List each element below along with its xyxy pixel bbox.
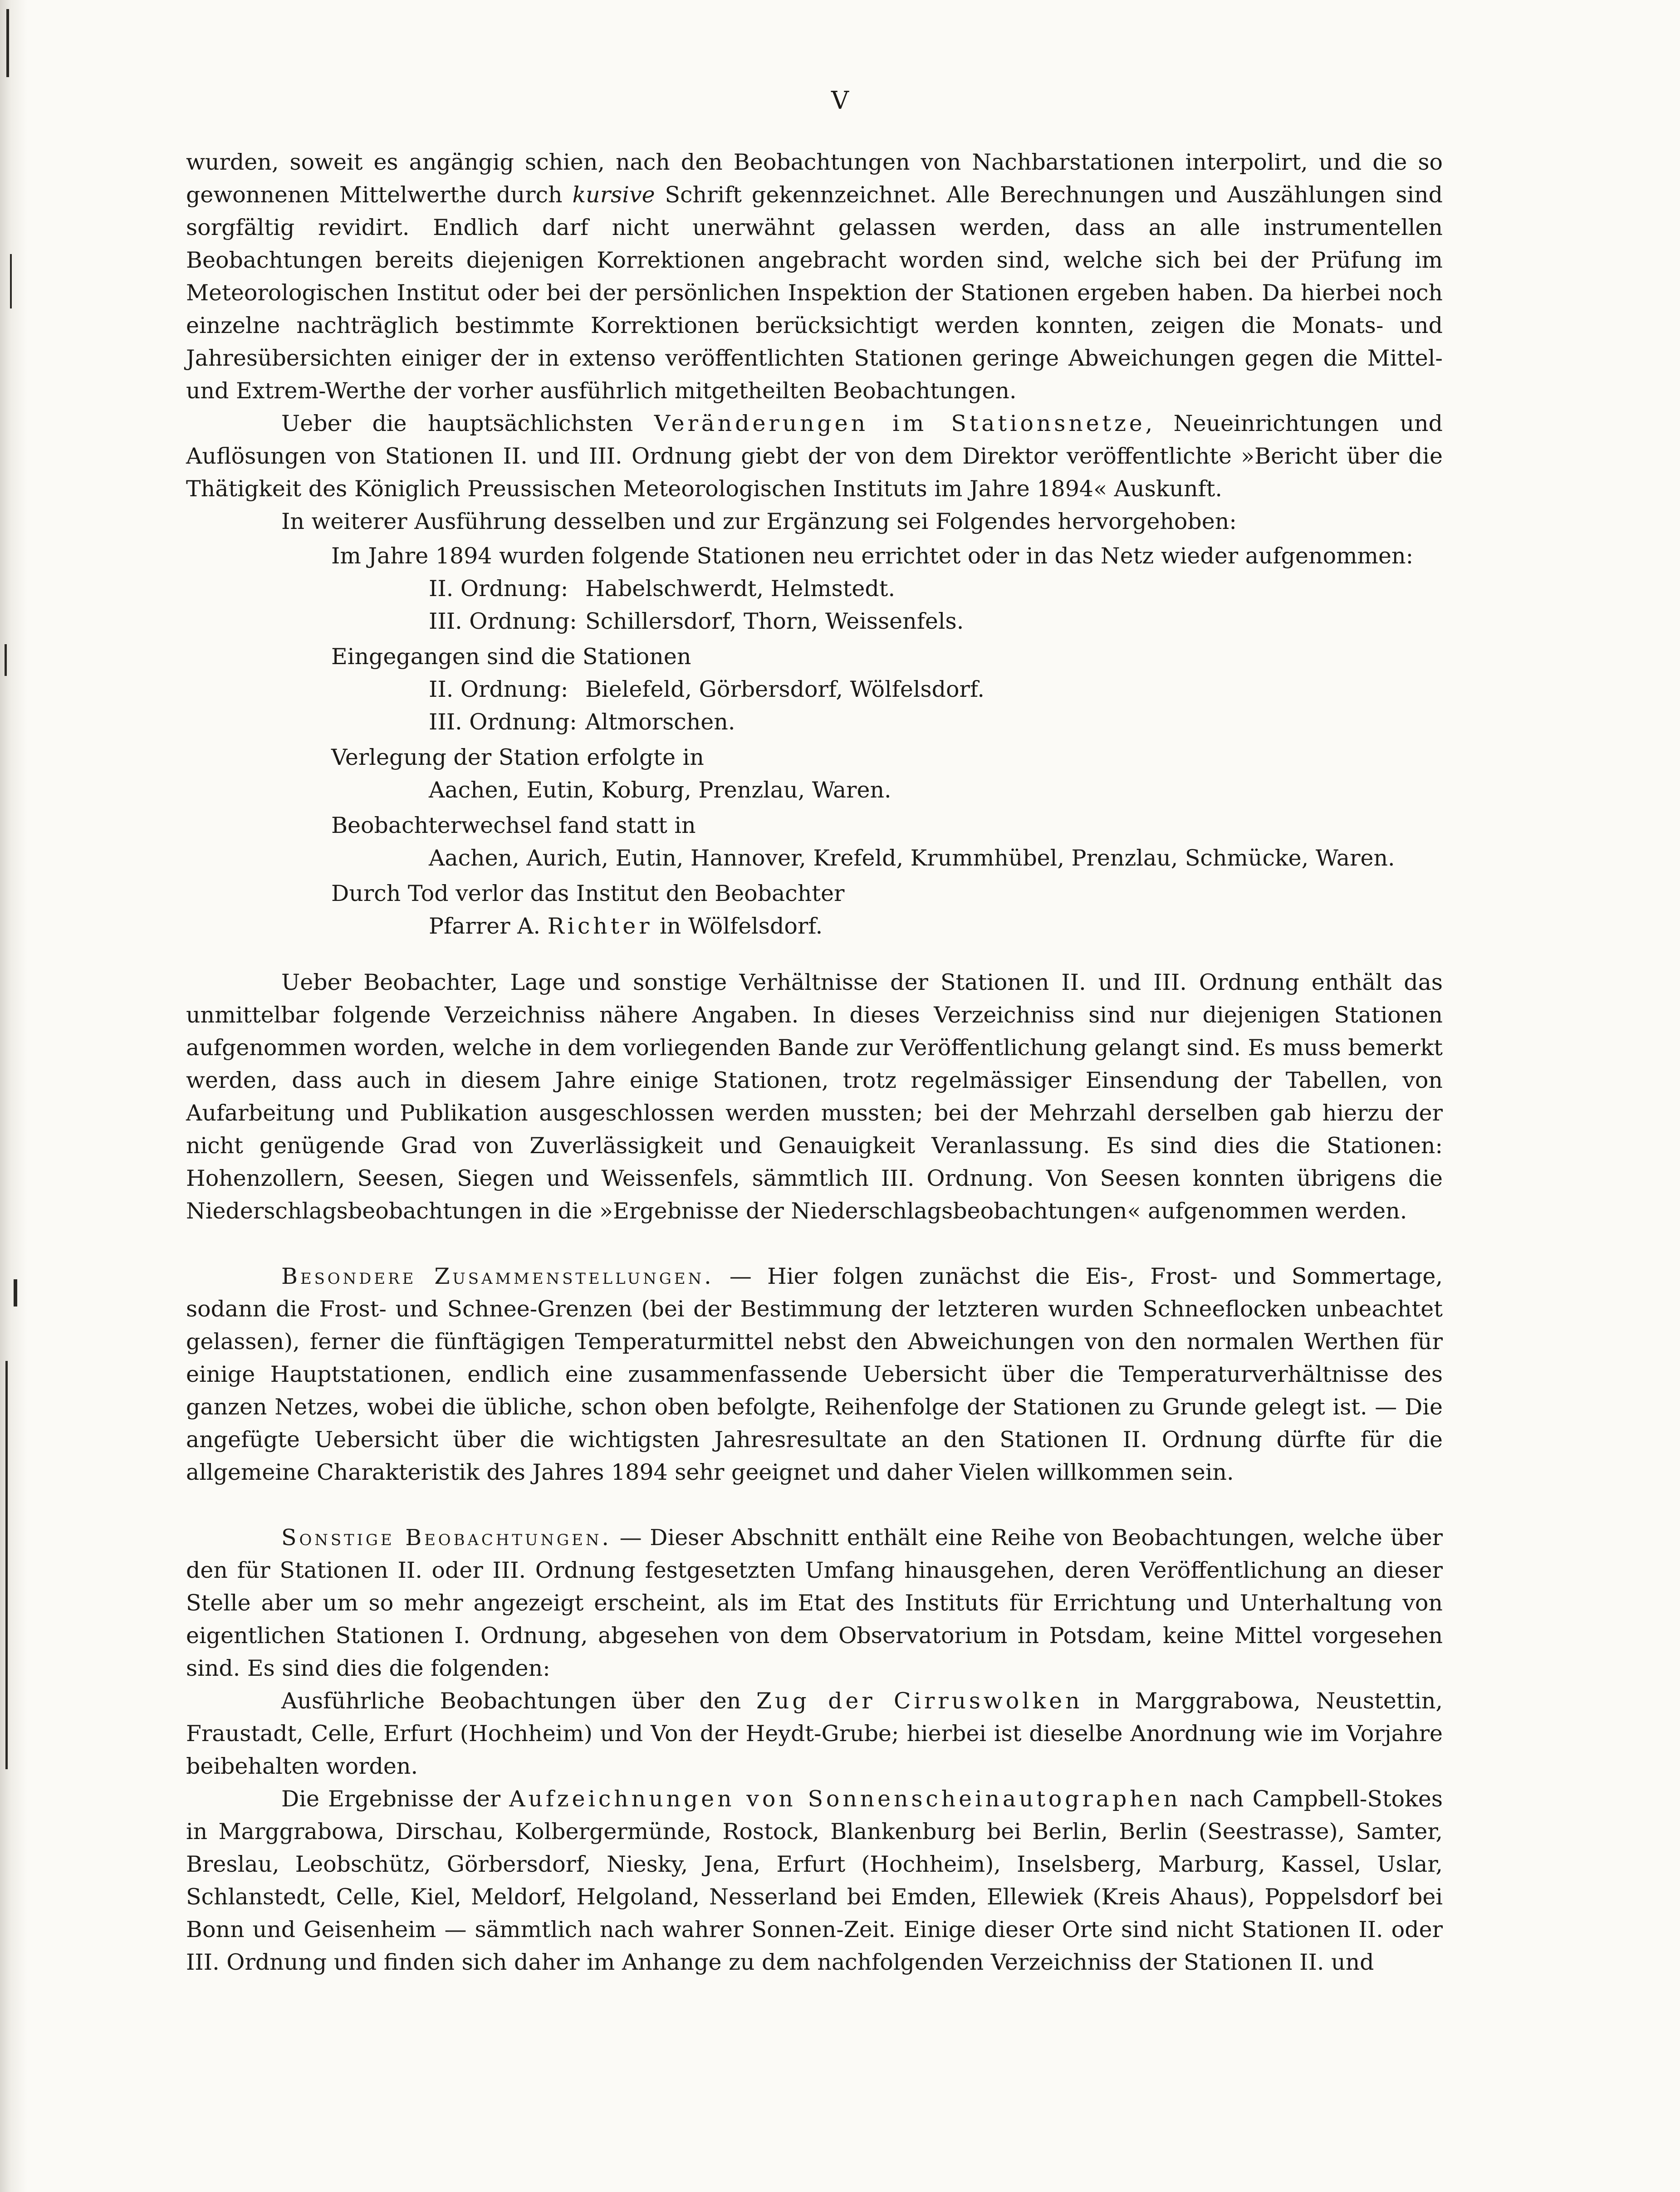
closed-stations-heading: Eingegangen sind die Stationen [331, 644, 691, 670]
relocation-heading: Verlegung der Station erfolgte in [331, 744, 704, 770]
paragraph-other-observations: Sonstige Beobachtungen. — Dieser Abschnitt enthält eine Reihe von Beobachtungen, welche über den für Stationen II. oder III. Ordnung festgesetzten Umfang hinausgehen, deren Veröffentlichung an dieser Stelle aber um so mehr angezeigt erscheint, als im Etat des Instituts für Errichtung und Unterhaltung von eigentlichen Stationen I. Ordnung, abgesehen von dem Observatorium in Potsdam, keine Mittel vorgesehen sind. Es sind dies die folgenden: [186, 1525, 1443, 1681]
body-text [186, 146, 1443, 1979]
observer-name: Richter [547, 913, 653, 939]
death-heading: Durch Tod verlor das Institut den Beobachter [331, 881, 845, 906]
section-heading-special: Besondere Zusammenstellungen. [281, 1263, 714, 1289]
paragraph-station-changes: Ueber die hauptsächlichsten Veränderungen im Stationsnetze, Neueinrichtungen und Auflösungen von Stationen II. und III. Ordnung giebt der von dem Direktor veröffentlichte »Bericht über die Thätigkeit des Königlich Preussischen Meteorologischen Instituts im Jahre 1894« Auskunft. [186, 411, 1443, 502]
relocation-list: Aachen, Eutin, Koburg, Prenzlau, Waren. [429, 777, 891, 803]
paragraph-sunshine: Die Ergebnisse der Aufzeichnungen von Sonnenscheinautographen nach Campbell-Stokes in Marggrabowa, Dirschau, Kolbergermünde, Rostock, Blankenburg bei Berlin, Berlin (Seestrasse), Samter, Breslau, Leobschütz, Görbersdorf, Niesky, Jena, Erfurt (Hochheim), Inselsberg, Marburg, Kassel, Uslar, Schlanstedt, Celle, Kiel, Meldorf, Helgoland, Nesserland bei Emden, Ellewiek (Kreis Ahaus), Poppelsdorf bei Bonn und Geisenheim — sämmtlich nach wahrer Sonnen-Zeit. Einige dieser Orte sind nicht Stationen II. oder III. Ordnung und finden sich daher im Anhange zu dem nachfolgenden Verzeichniss der Stationen II. und [186, 1786, 1443, 1975]
closed-stations-ii: II. Ordnung: Bielefeld, Görbersdorf, Wölfelsdorf. [429, 676, 984, 702]
observer-change-heading: Beobachterwechsel fand statt in [331, 812, 696, 838]
new-stations-iii: III. Ordnung: Schillersdorf, Thorn, Weissenfels. [429, 608, 964, 634]
death-observer: Pfarrer A. Richter in Wölfelsdorf. [429, 913, 823, 939]
station-changes-list [331, 540, 1443, 943]
scan-edge-mark [5, 644, 7, 676]
section-heading-other: Sonstige Beobachtungen. [281, 1525, 612, 1551]
scan-edge-mark [6, 9, 9, 77]
paragraph-special-compilations: Besondere Zusammenstellungen. — Hier folgen zunächst die Eis-, Frost- und Sommertage, sodann die Frost- und Schnee-Grenzen (bei der Bestimmung der letzteren wurden Schneeflocken unbeachtet gelassen), ferner die fünftägigen Temperaturmittel nebst den Abweichungen von den normalen Werthen für einige Hauptstationen, endlich eine zusammenfassende Uebersicht über die Temperaturverhältnisse des ganzen Netzes, wobei die übliche, schon oben befolgte, Reihenfolge der Stationen zu Grunde gelegt ist. — Die angefügte Uebersicht über die wichtigsten Jahresresultate an den Stationen II. Ordnung dürfte für die allgemeine Charakteristik des Jahres 1894 sehr geeignet und daher Vielen willkommen sein. [186, 1263, 1443, 1485]
scan-edge-mark [5, 1361, 8, 1769]
paragraph-interpolation: wurden, soweit es angängig schien, nach den Beobachtungen von Nachbarstationen interpolirt, und die so gewonnenen Mittelwerthe durch kursive Schrift gekennzeichnet. Alle Berechnungen und Auszählungen sind sorgfältig revidirt. Endlich darf nicht unerwähnt gelassen werden, dass an alle instrumentellen Beobachtungen bereits diejenigen Korrektionen angebracht worden sind, welche sich bei der Prüfung im Meteorologischen Institut oder bei der persönlichen Inspektion der Stationen ergeben haben. Da hierbei noch einzelne nachträglich bestimmte Korrektionen berücksichtigt werden konnten, zeigen die Monats- und Jahresübersichten einiger der in extenso veröffentlichten Stationen geringe Abweichungen gegen die Mittel- und Extrem-Werthe der vorher ausführlich mitgetheilten Beobachtungen. [186, 149, 1443, 404]
paragraph-cirrus: Ausführliche Beobachtungen über den Zug der Cirruswolken in Marggrabowa, Neustettin, Fraustadt, Celle, Erfurt (Hochheim) und Von der Heydt-Grube; hierbei ist dieselbe Anordnung wie im Vorjahre beibehalten worden. [186, 1688, 1443, 1779]
paragraph-supplement: In weiterer Ausführung desselben und zur Ergänzung sei Folgendes hervorgehoben: [281, 509, 1237, 534]
spaced-phrase: Zug der Cirruswolken [756, 1688, 1083, 1714]
scan-edge-mark [10, 254, 12, 308]
page-number: V [831, 86, 849, 115]
paragraph-observers: Ueber Beobachter, Lage und sonstige Verhältnisse der Stationen II. und III. Ordnung enthält das unmittelbar folgende Verzeichniss nähere Angaben. In dieses Verzeichniss sind nur diejenigen Stationen aufgenommen worden, welche in dem vorliegenden Bande zur Veröffentlichung gelangt sind. Es muss bemerkt werden, dass auch in diesem Jahre einige Stationen, trotz regelmässiger Einsendung der Tabellen, von Aufarbeitung und Publikation ausgeschlossen werden mussten; bei der Mehrzahl derselben gab hierzu der nicht genügende Grad von Zuverlässigkeit und Genauigkeit Veranlassung. Es sind dies die Stationen: Hohenzollern, Seesen, Siegen und Weissenfels, sämmtlich III. Ordnung. Von Seesen konnten übrigens die Niederschlagsbeobachtungen in die »Ergebnisse der Niederschlagsbeobachtungen« aufgenommen werden. [186, 969, 1443, 1224]
italic-word: kursive [572, 182, 655, 208]
spaced-phrase: Aufzeichnungen von Sonnenscheinautographen [509, 1786, 1181, 1812]
scan-edge-mark [14, 1279, 17, 1306]
spaced-phrase: Veränderungen im Stationsnetze [654, 411, 1146, 436]
new-stations-heading: Im Jahre 1894 wurden folgende Stationen neu errichtet oder in das Netz wieder aufgenommen: [331, 543, 1414, 569]
new-stations-ii: II. Ordnung: Habelschwerdt, Helmstedt. [429, 576, 896, 602]
scan-edge-shadow [0, 0, 27, 2192]
closed-stations-iii: III. Ordnung: Altmorschen. [429, 709, 735, 735]
observer-change-list: Aachen, Aurich, Eutin, Hannover, Krefeld, Krummhübel, Prenzlau, Schmücke, Waren. [429, 845, 1395, 871]
